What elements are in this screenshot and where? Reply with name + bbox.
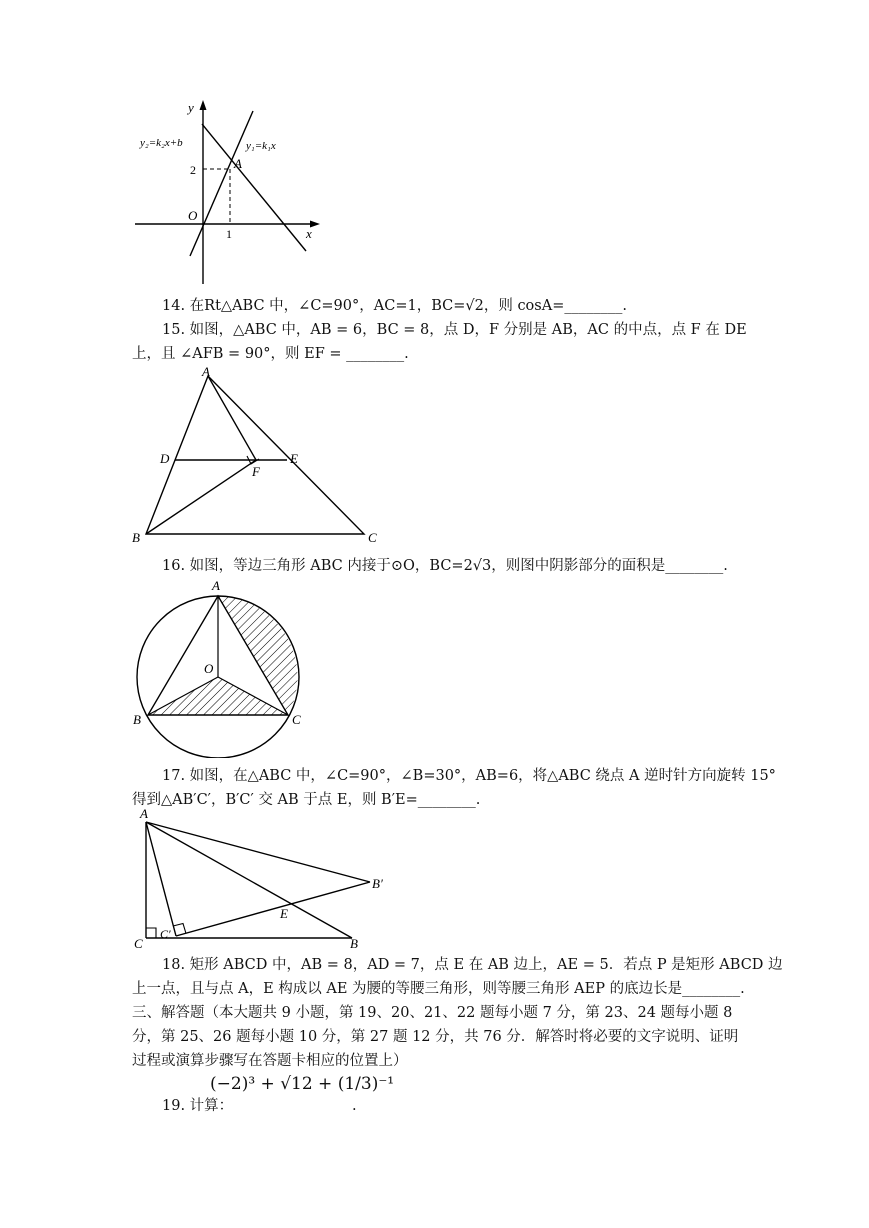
question-15-line2: 上，且 ∠AFB = 90°，则 EF = ________. <box>132 346 409 362</box>
label-a: A <box>140 806 148 821</box>
question-19-label: 19. 计算： <box>162 1098 234 1114</box>
y-axis-label: y <box>188 100 194 115</box>
figure-q13-graph <box>130 96 330 288</box>
label-d: D <box>160 451 170 466</box>
question-18-line1: 18. 矩形 ABCD 中，AB = 8，AD = 7，点 E 在 AB 边上，AE = 5．若点 P 是矩形 ABCD 边 <box>162 957 783 973</box>
figure-q17-rotation <box>130 806 400 952</box>
label-a: A <box>202 364 210 379</box>
label-c: C <box>134 936 143 951</box>
section-3-line1: 三、解答题（本大题共 9 小题，第 19、20、21、22 题每小题 7 分，第 23、24 题每小题 8 <box>132 1005 733 1021</box>
section-3-line2: 分，第 25、26 题每小题 10 分，第 27 题 12 分，共 76 分．解答时将必要的文字说明、证明 <box>132 1029 739 1045</box>
label-b: B <box>350 936 358 951</box>
question-17-line2: 得到△AB′C′，B′C′ 交 AB 于点 E，则 B′E=________. <box>132 792 481 808</box>
label-f: F <box>252 464 260 479</box>
label-a: A <box>212 578 220 593</box>
figure-q15-triangle <box>132 364 392 554</box>
question-16: 16. 如图，等边三角形 ABC 内接于⊙O，BC=2√3，则图中阴影部分的面积是________. <box>162 558 728 574</box>
point-a-label: A <box>234 156 242 171</box>
label-c: C <box>292 712 301 727</box>
question-18-line2: 上一点，且与点 A，E 构成以 AE 为腰的等腰三角形，则等腰三角形 AEP 的底边长是________. <box>132 981 745 997</box>
question-17-line1: 17. 如图，在△ABC 中，∠C=90°，∠B=30°，AB=6，将△ABC 绕点 A 逆时针方向旋转 15° <box>162 768 776 784</box>
label-c: C <box>368 530 377 545</box>
y2-line-label: y₂=k₂x+b <box>140 137 183 149</box>
label-e: E <box>280 906 288 921</box>
question-19-expression: (−2)³ + √12 + (1/3)⁻¹ <box>210 1074 395 1094</box>
label-b: B <box>133 712 141 727</box>
label-b-prime: B′ <box>372 876 383 891</box>
label-c-prime: C′ <box>160 927 171 941</box>
tick-y-2: 2 <box>190 163 196 177</box>
question-15-line1: 15. 如图，△ABC 中，AB = 6，BC = 8，点 D，F 分别是 AB，AC 的中点，点 F 在 DE <box>162 322 747 338</box>
label-b: B <box>132 530 140 545</box>
label-o: O <box>204 661 214 676</box>
figure-q16-circle <box>130 576 310 758</box>
label-e: E <box>290 451 298 466</box>
origin-label: O <box>188 208 198 223</box>
x-axis-label: x <box>306 226 312 241</box>
section-3-line3: 过程或演算步骤写在答题卡相应的位置上） <box>132 1053 408 1069</box>
y1-line-label: y₁=k₁x <box>246 140 276 152</box>
question-19-end: . <box>352 1098 357 1114</box>
question-14: 14. 在Rt△ABC 中，∠C=90°，AC=1，BC=√2，则 cosA=________. <box>162 298 627 314</box>
tick-x-1: 1 <box>226 227 232 241</box>
